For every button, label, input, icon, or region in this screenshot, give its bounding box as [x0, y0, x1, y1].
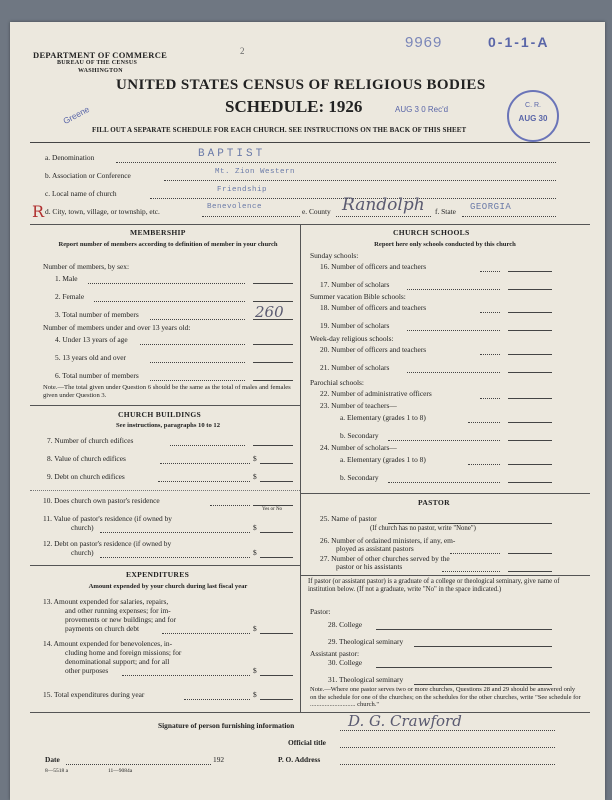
margin-mark: R [32, 202, 45, 221]
q18-answer[interactable] [508, 312, 552, 313]
q3-label: 3. Total number of members [55, 310, 139, 319]
official-title-line[interactable] [340, 747, 555, 748]
q24b-label: b. Secondary [340, 473, 379, 482]
city-value[interactable]: Benevolence [207, 203, 263, 211]
church-name-label: c. Local name of church [45, 189, 117, 198]
denomination-line [116, 162, 556, 163]
q24a-dots [468, 464, 500, 465]
parochial-schools-label: Parochial schools: [310, 378, 364, 387]
q14-label: 14. Amount expended for benevolences, in- [43, 639, 173, 648]
q14-line3: denominational support; and for all [65, 657, 170, 666]
q23b-label: b. Secondary [340, 431, 379, 440]
q3-dots [150, 319, 245, 320]
q8-answer[interactable] [260, 463, 293, 464]
table-bottom-rule [30, 712, 590, 713]
q10-answer[interactable] [253, 505, 293, 506]
instructions: FILL OUT A SEPARATE SCHEDULE FOR EACH CHURCH. SEE INSTRUCTIONS ON THE BACK OF THIS SHEET [92, 126, 467, 134]
q22-label: 22. Number of administrative officers [320, 389, 432, 398]
q5-answer[interactable] [253, 362, 293, 363]
q30-label: 30. College [328, 658, 363, 667]
header-rule [30, 142, 590, 143]
q8-label: 8. Value of church edifices [47, 454, 126, 463]
q27-dots [442, 571, 500, 572]
received-stamp: AUG 3 0 Rec'd [395, 105, 449, 114]
pastor-note: Note.—Where one pastor serves two or more churches, Questions 28 and 29 should be answered only on the schedule for one of the churches; on the schedules for the other churches, write "See schedule for ............................ church." [310, 686, 581, 709]
q22-answer[interactable] [508, 398, 552, 399]
expenditures-subtitle: Amount expended by your church during last fiscal year [88, 583, 248, 590]
q5-dots [150, 362, 245, 363]
q23a-answer[interactable] [508, 422, 552, 423]
q18-dots [480, 312, 500, 313]
q15-dots [184, 699, 250, 700]
q23b-answer[interactable] [508, 440, 552, 441]
q2-answer[interactable] [253, 301, 293, 302]
q13-line2: and other running expenses; for im- [65, 606, 171, 615]
q17-label: 17. Number of scholars [320, 280, 390, 289]
pastor-rule [300, 575, 590, 576]
q12-answer[interactable] [260, 557, 293, 558]
schedule-title: SCHEDULE: 1926 [225, 97, 363, 116]
summer-schools-label: Summer vacation Bible schools: [310, 292, 406, 301]
print-code: 11—9084a [108, 768, 133, 774]
q4-answer[interactable] [253, 344, 293, 345]
bureau-label: BUREAU OF THE CENSUS [57, 60, 138, 66]
q20-answer[interactable] [508, 354, 552, 355]
q23a-dots [468, 422, 500, 423]
graduate-note: If pastor (or assistant pastor) is a graduate of a college or theological seminary, give name of institution below. (If not a graduate, write "No" in the space indicated.) [308, 578, 560, 594]
q12-dollar: $ [253, 548, 257, 557]
q29-answer[interactable] [414, 646, 552, 647]
q21-dots [407, 372, 500, 373]
q9-label: 9. Debt on church edifices [47, 472, 125, 481]
census-schedule-form [10, 22, 605, 800]
county-label: e. County [302, 207, 331, 216]
weekday-schools-label: Week-day religious schools: [310, 334, 394, 343]
q16-answer[interactable] [508, 271, 552, 272]
address-label: P. O. Address [278, 755, 321, 764]
q28-label: 28. College [328, 620, 363, 629]
q10-hint: Yes or No [262, 507, 283, 512]
q8-dots [160, 463, 250, 464]
q15-dollar: $ [253, 690, 257, 699]
date-line[interactable] [66, 764, 211, 765]
q10-label: 10. Does church own pastor's residence [43, 496, 160, 505]
q19-answer[interactable] [508, 330, 552, 331]
form-code: 8—5518 a [45, 768, 69, 774]
church-name-value[interactable]: Friendship [217, 186, 268, 194]
city-line [202, 216, 300, 217]
q27-answer[interactable] [508, 571, 552, 572]
q21-answer[interactable] [508, 372, 552, 373]
address-line[interactable] [340, 764, 555, 765]
q27-label-cont: pastor or his assistants [336, 562, 403, 571]
q1-dots [88, 283, 245, 284]
q7-answer[interactable] [253, 445, 293, 446]
state-line [462, 216, 556, 217]
q24b-answer[interactable] [508, 482, 552, 483]
q29-label: 29. Theological seminary [328, 637, 404, 646]
signature-value[interactable]: D. G. Crawford [348, 712, 462, 730]
q13-line4: payments on church debt [65, 624, 140, 633]
q25-label: 25. Name of pastor [320, 514, 377, 523]
q17-dots [407, 289, 500, 290]
q21-label: 21. Number of scholars [320, 363, 390, 372]
q13-label: 13. Amount expended for salaries, repairs, [43, 597, 169, 606]
buildings-subtitle: See instructions, paragraphs 10 to 12 [115, 422, 221, 429]
state-value[interactable]: GEORGIA [470, 202, 512, 212]
q11-dollar: $ [253, 523, 257, 532]
pastor-sublabel: Pastor: [310, 607, 331, 616]
signature-label: Signature of person furnishing information [158, 721, 295, 730]
file-code: 0-1-1-A [488, 34, 550, 50]
q9-answer[interactable] [260, 481, 293, 482]
q7-dots [170, 445, 245, 446]
q25-answer[interactable] [388, 523, 552, 524]
pastor-heading: PASTOR [418, 498, 450, 507]
q15-answer[interactable] [260, 699, 293, 700]
q7-label: 7. Number of church edifices [47, 436, 134, 445]
q19-dots [407, 330, 500, 331]
q13-dots [162, 633, 250, 634]
q22-dots [480, 398, 500, 399]
q6-dots [150, 380, 245, 381]
city-field-label: d. City, town, village, or township, etc. [45, 207, 160, 216]
signature-line [340, 730, 555, 731]
q2-label: 2. Female [55, 292, 85, 301]
buildings-sep [30, 490, 300, 491]
q9-dots [158, 481, 250, 482]
q4-dots [140, 344, 245, 345]
association-label: b. Association or Conference [45, 171, 131, 180]
q13-line3: provements or new buildings; and for [65, 615, 177, 624]
members-by-age-label: Number of members under and over 13 years old: [43, 323, 191, 332]
q2-dots [94, 301, 245, 302]
q14-answer[interactable] [260, 675, 293, 676]
denomination-value[interactable]: BAPTIST [198, 148, 266, 160]
county-value[interactable]: Randolph [342, 195, 425, 215]
membership-rule [30, 405, 300, 406]
official-title-label: Official title [288, 738, 326, 747]
q31-answer[interactable] [414, 684, 552, 685]
q16-dots [480, 271, 500, 272]
q10-dots [210, 505, 250, 506]
city-label: WASHINGTON [78, 68, 123, 74]
denomination-label: a. Denomination [45, 153, 95, 162]
q14-line4: other purposes [65, 666, 109, 675]
sunday-schools-label: Sunday schools: [310, 251, 359, 260]
q19-label: 19. Number of scholars [320, 321, 390, 330]
buildings-rule [30, 565, 300, 566]
q23-label: 23. Number of teachers— [320, 401, 397, 410]
q26-label: 26. Number of ordained ministers, if any, em- [320, 536, 456, 545]
q11-dots [100, 532, 250, 533]
q24a-label: a. Elementary (grades 1 to 8) [340, 455, 426, 464]
q3-value[interactable]: 260 [255, 303, 284, 321]
q24a-answer[interactable] [508, 464, 552, 465]
q23a-label: a. Elementary (grades 1 to 8) [340, 413, 426, 422]
schools-heading: CHURCH SCHOOLS [393, 228, 470, 237]
state-label: f. State [435, 207, 456, 216]
q11-label: 11. Value of pastor's residence (if owned by [43, 514, 172, 523]
serial-number: 9969 [405, 34, 443, 51]
schools-subtitle: Report here only schools conducted by this church [374, 241, 516, 248]
received-circle-stamp: C. R. AUG 30 [507, 90, 559, 142]
q15-label: 15. Total expenditures during year [43, 690, 145, 699]
county-line [336, 216, 431, 217]
association-value[interactable]: Mt. Zion Western [215, 168, 296, 176]
q20-dots [480, 354, 500, 355]
membership-heading: MEMBERSHIP [130, 228, 186, 237]
q23b-dots [388, 440, 500, 441]
column-divider [300, 224, 301, 712]
q6-label: 6. Total number of members [55, 371, 139, 380]
q24b-dots [388, 482, 500, 483]
q18-label: 18. Number of officers and teachers [320, 303, 427, 312]
q6-answer[interactable] [253, 380, 293, 381]
q13-answer[interactable] [260, 633, 293, 634]
q27-label: 27. Number of other churches served by the [320, 554, 450, 563]
year-label: 192 [213, 755, 225, 764]
schools-rule [300, 493, 590, 494]
membership-note: Note.—The total given under Question 6 should be the same as the total of males and females given under Question 3. [43, 384, 291, 399]
q14-dollar: $ [253, 666, 257, 675]
membership-subtitle: Report number of members according to definition of member in your church [58, 241, 278, 248]
q12-dots [100, 557, 250, 558]
q17-answer[interactable] [508, 289, 552, 290]
q24-label: 24. Number of scholars— [320, 443, 397, 452]
department-label: DEPARTMENT OF COMMERCE [33, 50, 168, 60]
date-label: Date [45, 755, 60, 764]
q8-dollar: $ [253, 454, 257, 463]
q11-label-cont: church) [71, 523, 94, 532]
q30-answer[interactable] [376, 667, 552, 668]
q9-dollar: $ [253, 472, 257, 481]
expenditures-heading: EXPENDITURES [126, 570, 190, 579]
q14-line2: cluding home and foreign missions; for [65, 648, 182, 657]
q26-answer[interactable] [508, 553, 552, 554]
q16-label: 16. Number of officers and teachers [320, 262, 427, 271]
q14-dots [122, 675, 250, 676]
table-top-rule [30, 224, 590, 225]
q1-label: 1. Male [55, 274, 78, 283]
q12-label: 12. Debt on pastor's residence (if owned by [43, 539, 172, 548]
q4-label: 4. Under 13 years of age [55, 335, 128, 344]
buildings-heading: CHURCH BUILDINGS [118, 410, 202, 419]
members-by-sex-label: Number of members, by sex: [43, 262, 129, 271]
q1-answer[interactable] [253, 283, 293, 284]
form-title: UNITED STATES CENSUS OF RELIGIOUS BODIES [116, 77, 486, 93]
q26-dots [450, 553, 500, 554]
assistant-sublabel: Assistant pastor: [310, 649, 360, 658]
q26-label-cont: ployed as assistant pastors [336, 544, 414, 553]
q20-label: 20. Number of officers and teachers [320, 345, 427, 354]
q25-hint: (If church has no pastor, write "None") [370, 525, 476, 532]
q13-dollar: $ [253, 624, 257, 633]
form-mark: 2 [240, 46, 245, 56]
q5-label: 5. 13 years old and over [55, 353, 127, 362]
association-line [164, 180, 556, 181]
county-note: Greene [61, 103, 92, 127]
q12-label-cont: church) [71, 548, 94, 557]
q11-answer[interactable] [260, 532, 293, 533]
q31-label: 31. Theological seminary [328, 675, 404, 684]
q28-answer[interactable] [376, 629, 552, 630]
